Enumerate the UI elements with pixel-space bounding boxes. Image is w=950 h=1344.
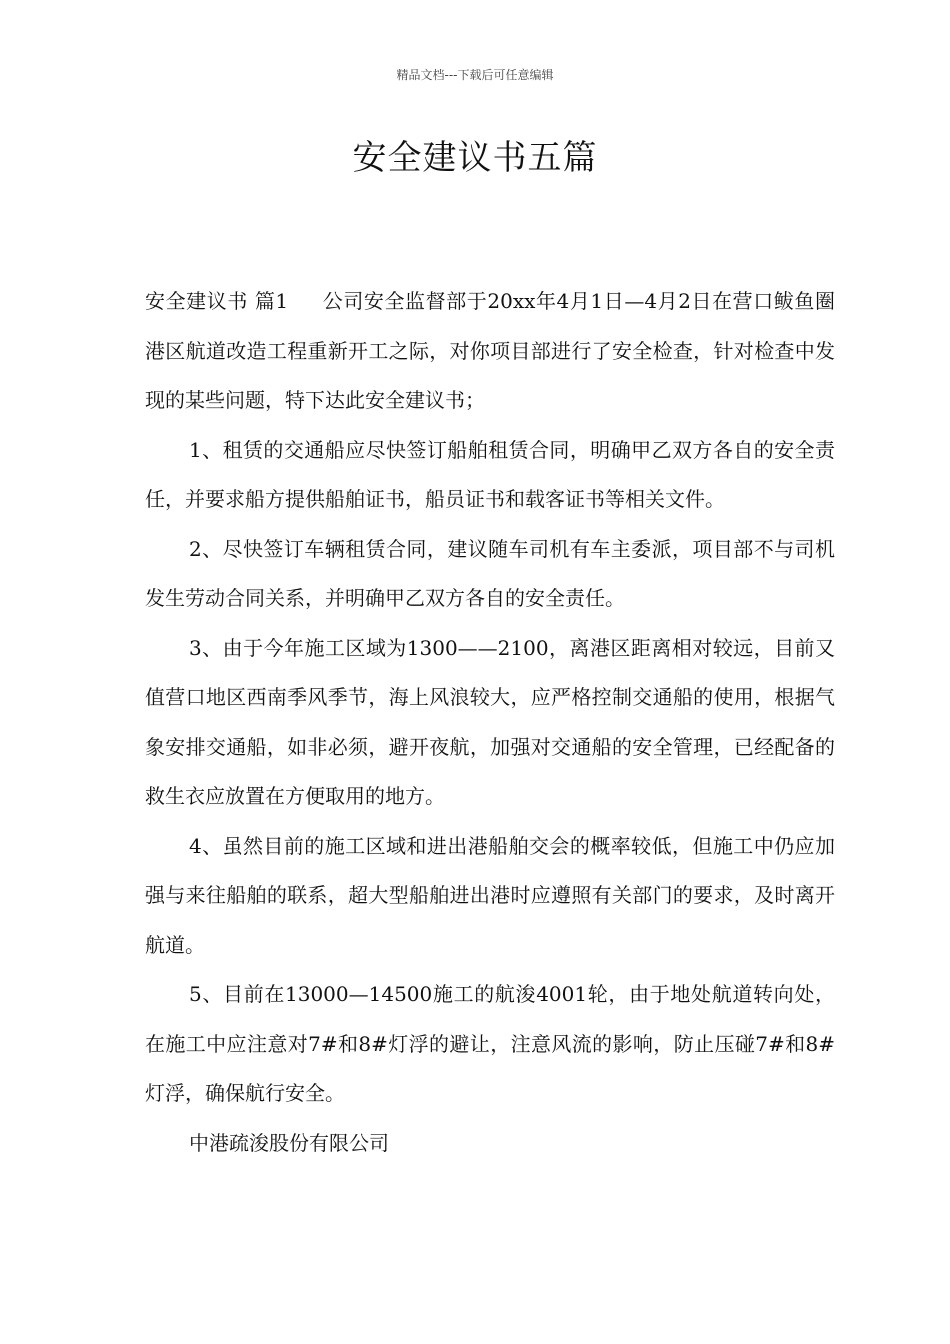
document-title: 安全建议书五篇 [352,138,598,178]
intro-paragraph [145,277,835,426]
header-note: 精品文档---下载后可任意编辑 [396,68,554,82]
recommendation-item-1: 1、租赁的交通船应尽快签订船舶租赁合同，明确甲乙双方各自的安全责任，并要求船方提供船舶证书，船员证书和载客证书等相关文件。 [145,437,835,511]
document-body [145,277,835,1168]
recommendation-item-5: 5、目前在13000—14500施工的航浚4001轮，由于地处航道转向处，在施工中应注意对7#和8#灯浮的避让，注意风流的影响，防止压碰7#和8#灯浮，确保航行安全。 [145,982,835,1105]
recommendation-item-3: 3、由于今年施工区域为1300——2100，离港区距离相对较远，目前又值营口地区西南季风季节，海上风浪较大，应严格控制交通船的使用，根据气象安排交通船，如非必须，避开夜航，加强对交通船的安全管理，已经配备的救生衣应放置在方便取用的地方。 [145,635,835,808]
recommendation-item-4: 4、虽然目前的施工区域和进出港船舶交会的概率较低，但施工中仍应加强与来往船舶的联系，超大型船舶进出港时应遵照有关部门的要求，及时离开航道。 [145,833,835,957]
section-label: 安全建议书 篇1 [145,289,289,313]
intro-text: 公司安全监督部于20xx年4月1日—4月2日在营口鲅鱼圈港区航道改造工程重新开工之际，对你项目部进行了安全检查，针对检查中发现的某些问题，特下达此安全建议书； [145,289,835,412]
recommendation-item-2: 2、尽快签订车辆租赁合同，建议随车司机有车主委派，项目部不与司机发生劳动合同关系，并明确甲乙双方各自的安全责任。 [145,536,835,610]
signature: 中港疏浚股份有限公司 [189,1130,389,1155]
